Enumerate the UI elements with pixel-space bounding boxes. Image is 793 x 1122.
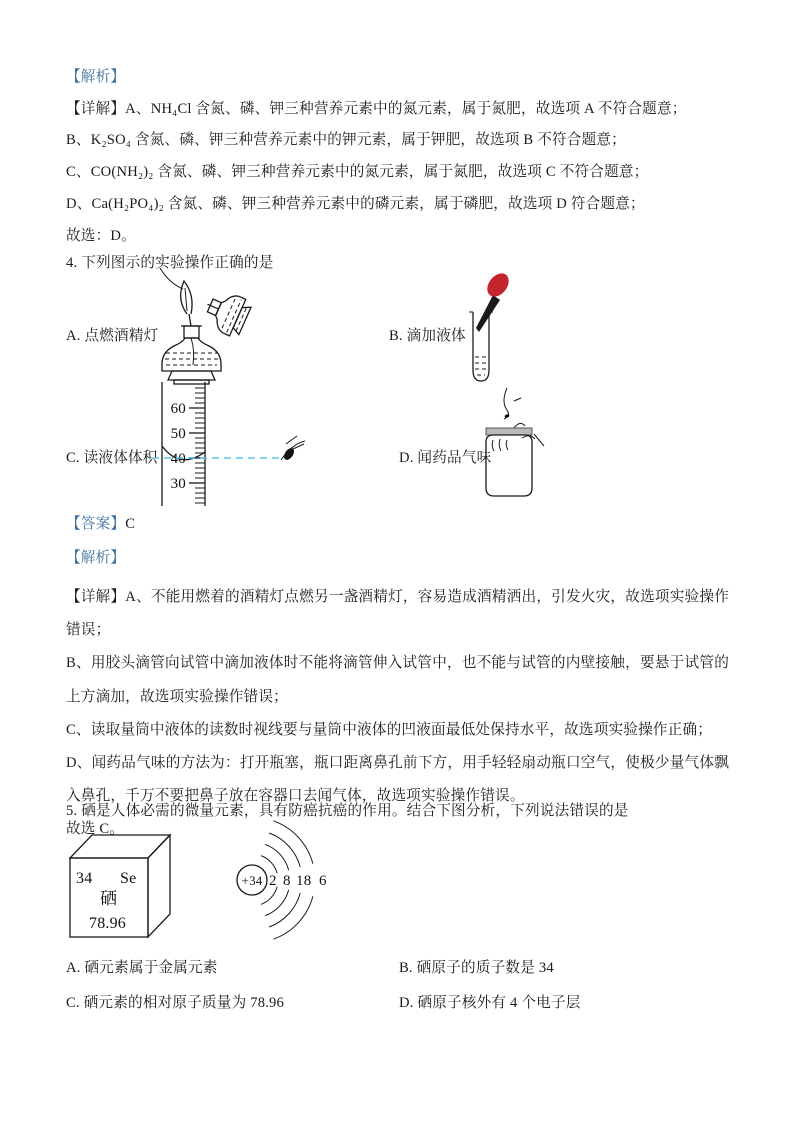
vapor-lines: [492, 439, 508, 451]
element-symbol: Se: [120, 870, 137, 887]
reagent-bottle: [486, 435, 532, 496]
cylinder-scale-30: 30: [170, 476, 186, 492]
cylinder-scale-40: 40: [170, 451, 186, 467]
dropper-barrel: [476, 295, 500, 332]
prev-question-analysis: [66, 62, 729, 252]
lamp-wick-collar: [181, 314, 202, 338]
cylinder-major-ticks: [189, 408, 205, 483]
cylinder-scale-60: 60: [170, 401, 186, 417]
q4-answer-line: [66, 512, 135, 533]
q5-option-c: C. 硒元素的相对原子质量为 78.96: [66, 995, 285, 1011]
shell-1-electrons: 2: [269, 873, 277, 889]
q4-analysis-header: 【解析】: [66, 550, 126, 566]
alcohol-lamp-figure: [150, 268, 270, 392]
q4-option-b-label: B. 滴加液体: [389, 328, 466, 344]
analysis-conclusion: 故选：D。: [66, 227, 136, 244]
q4-conclusion: 故选 C。: [66, 821, 125, 838]
q4-option-d-label: D. 闻药品气味: [399, 450, 492, 466]
analysis-detail-b: B、K₂SO₄ 含氮、磷、钾三种营养元素中的钾元素，属于钾肥，故选项 B 不符合题意；: [66, 132, 626, 149]
nucleus-charge: +34: [241, 873, 263, 888]
answer-tag: 【答案】: [66, 516, 126, 532]
bottle-lid: [486, 428, 532, 435]
dropper-bulb-icon: [483, 269, 513, 301]
analysis-detail-c: C、CO(NH₂)₂ 含氮、磷、钾三种营养元素中的氮元素，属于氮肥，故选项 C 不符合题意；: [66, 164, 649, 181]
alcohol-lamp-body: [162, 338, 221, 371]
flame-wisp: [160, 268, 183, 289]
cylinder-minor-ticks: [195, 388, 205, 503]
analysis-detail-d: D、Ca(H₂PO₄)₂ 含氮、磷、钾三种营养元素中的磷元素，属于磷肥，故选项 D 符合题意；: [66, 195, 645, 212]
nose-icon: [504, 388, 521, 419]
question-5-title: 5. 硒是人体必需的微量元素，具有防癌抗癌的作用。结合下图分析，下列说法错误的是: [66, 803, 629, 819]
q4-detail-b: B、用胶头滴管向试管中滴加液体时不能将滴管伸入试管中，也不能与试管的内壁接触，要悬于试管的上方滴加，故选项实验操作错误；: [66, 655, 729, 705]
element-atomic-number: 34: [76, 870, 93, 887]
cylinder-scale-50: 50: [170, 426, 186, 442]
eye-icon: [281, 436, 305, 462]
analysis-header: 【解析】: [66, 69, 126, 85]
question-4-title: 4. 下列图示的实验操作正确的是: [66, 255, 274, 271]
element-cell-figure: [62, 826, 178, 944]
tilted-alcohol-lamp: [199, 286, 253, 339]
dropper-testtube-figure: [452, 270, 516, 388]
analysis-detail-a: 【详解】A、NH₄Cl 含氮、磷、钾三种营养元素中的氮元素，属于氮肥，故选项 A 不符合题意；: [66, 100, 687, 117]
element-name: 硒: [100, 889, 118, 908]
q5-option-b: B. 硒原子的质子数是 34: [399, 960, 554, 976]
smell-bottle-figure: [462, 388, 558, 502]
q4-option-c-label: C. 读液体体积: [66, 450, 158, 466]
q4-option-a-label: A. 点燃酒精灯: [66, 328, 159, 344]
q5-option-d: D. 硒原子核外有 4 个电子层: [399, 995, 581, 1011]
q4-detail-a: 【详解】A、不能用燃着的酒精灯点燃另一盏酒精灯，容易造成酒精洒出，引发火灾，故选项实验操作错误；: [66, 589, 729, 639]
q4-detail-d: D、闻药品气味的方法为：打开瓶塞，瓶口距离鼻孔前下方，用手轻轻扇动瓶口空气，使极少量气体飘入鼻孔，千万不要把鼻子放在容器口去闻气体，故选项实验操作错误。: [66, 755, 729, 805]
atom-structure-figure: [228, 820, 344, 942]
answer-value: C: [125, 516, 136, 532]
shell-3-electrons: 18: [296, 873, 312, 889]
graduated-cylinder-figure: [148, 380, 318, 508]
flame-icon: [181, 281, 192, 314]
q4-detail-c: C、读取量筒中液体的读数时视线要与量筒中液体的凹液面最低处保持水平，故选项实验操作正确；: [66, 721, 713, 738]
q5-option-a: A. 硒元素属于金属元素: [66, 960, 218, 976]
element-atomic-mass: 78.96: [89, 915, 126, 932]
shell-4-electrons: 6: [319, 873, 327, 889]
shell-2-electrons: 8: [283, 873, 291, 889]
